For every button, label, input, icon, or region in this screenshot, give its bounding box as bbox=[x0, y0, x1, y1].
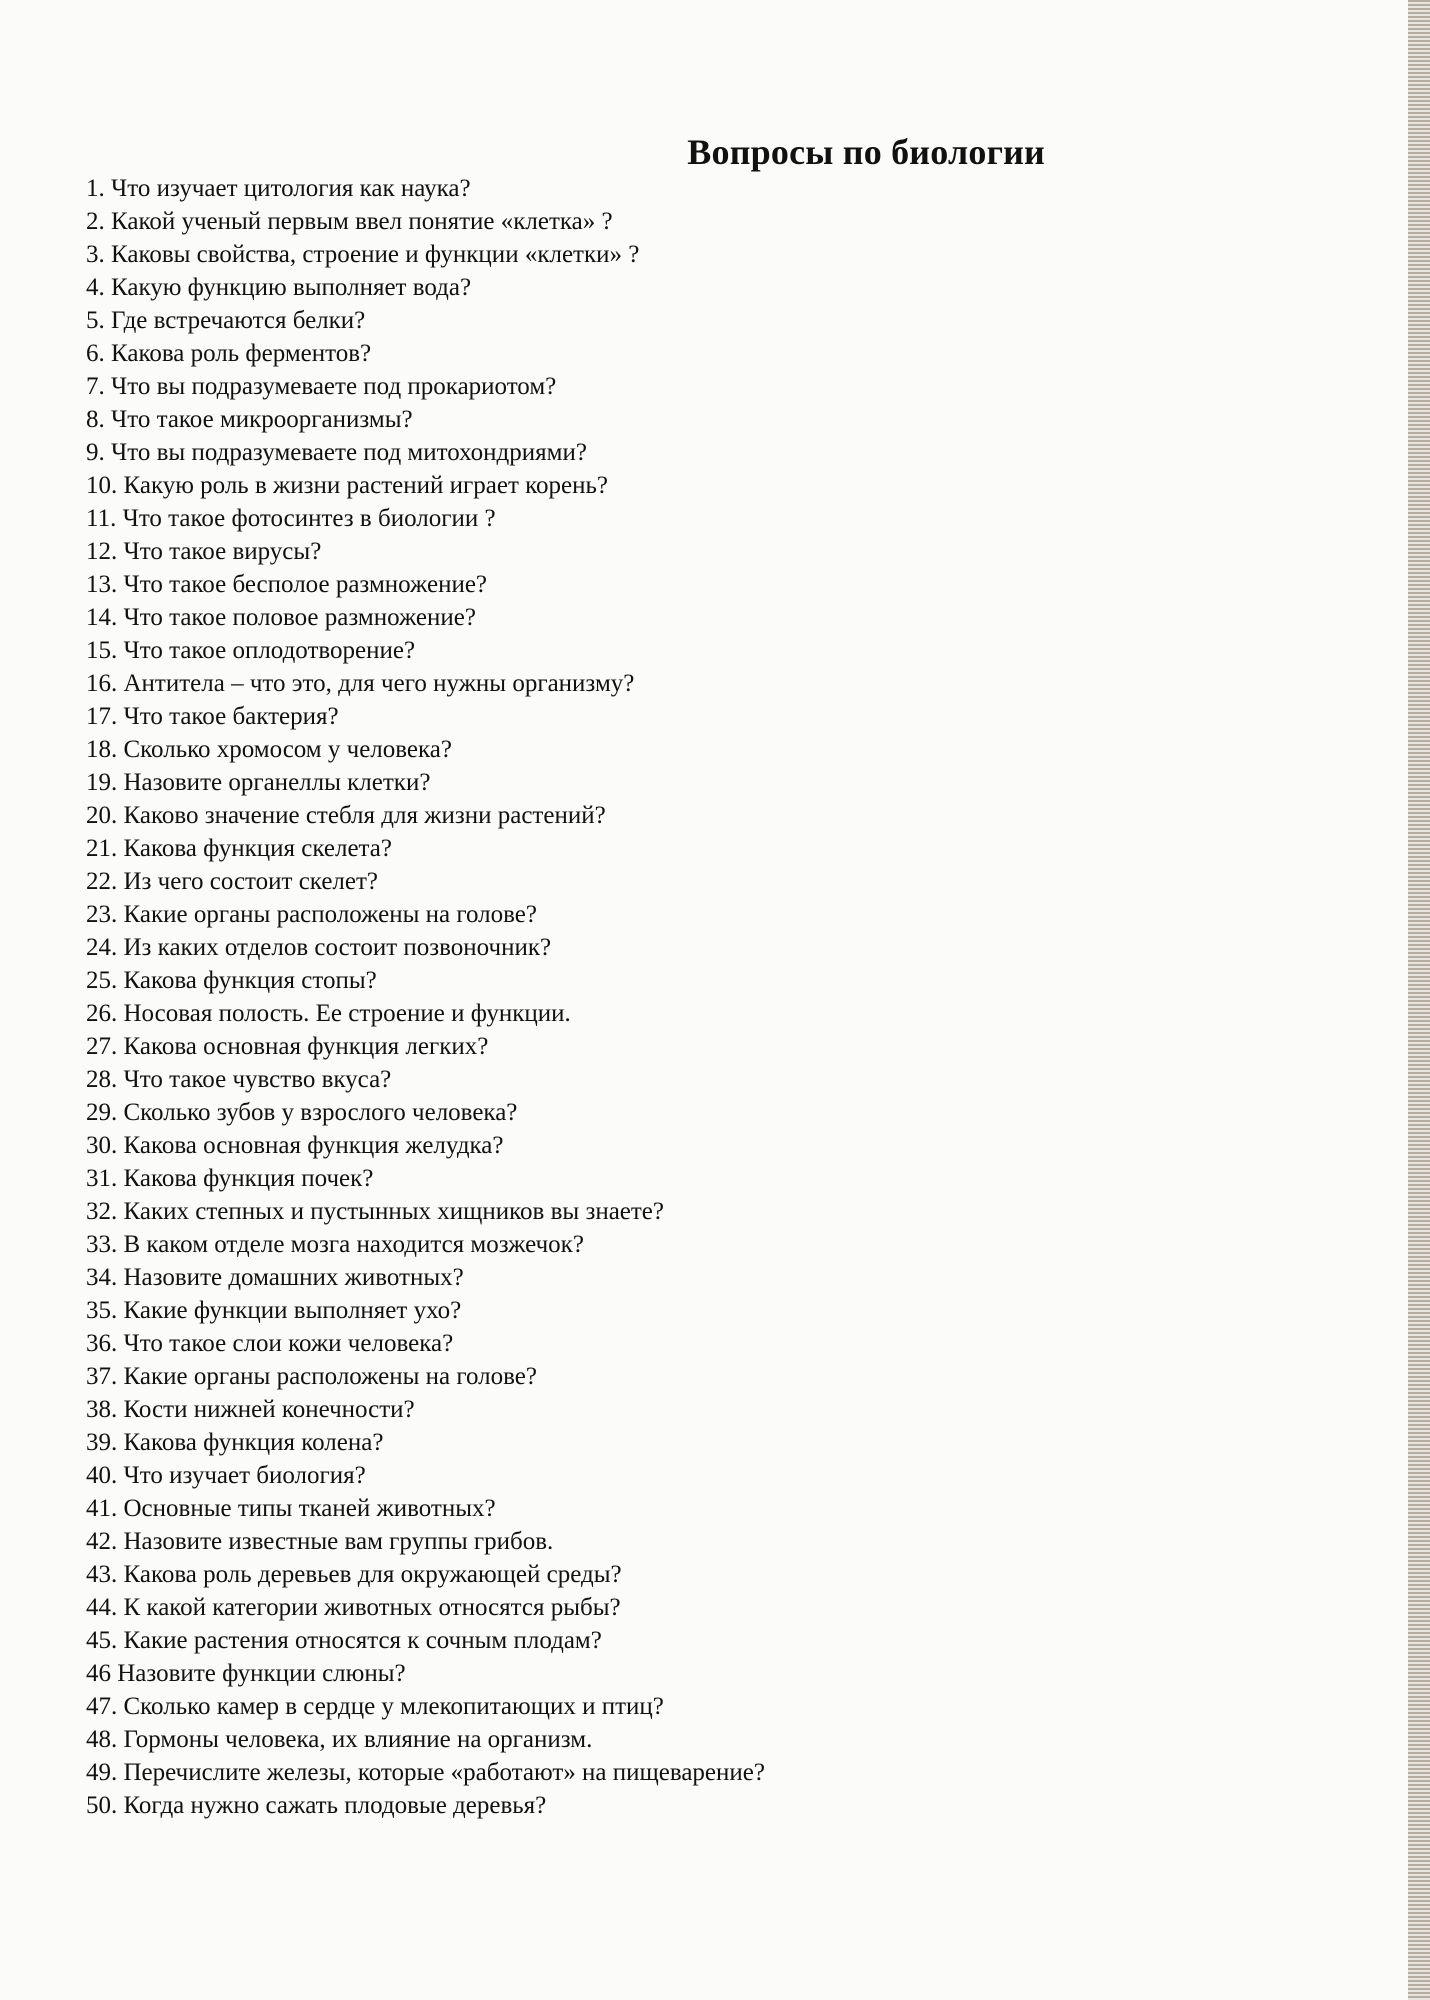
question-item: 31. Какова функция почек? bbox=[86, 1165, 374, 1192]
document-title: Вопросы по биологии bbox=[687, 132, 1045, 172]
question-item: 38. Кости нижней конечности? bbox=[86, 1396, 415, 1423]
question-item: 39. Какова функция колена? bbox=[86, 1429, 384, 1456]
question-item: 28. Что такое чувство вкуса? bbox=[86, 1066, 392, 1093]
question-item: 42. Назовите известные вам группы грибов. bbox=[86, 1528, 554, 1555]
question-item: 13. Что такое бесполое размножение? bbox=[86, 571, 488, 598]
question-item: 40. Что изучает биология? bbox=[86, 1462, 366, 1489]
question-item: 20. Каково значение стебля для жизни растений? bbox=[86, 802, 606, 829]
question-item: 29. Сколько зубов у взрослого человека? bbox=[86, 1099, 518, 1126]
question-item: 4. Какую функцию выполняет вода? bbox=[86, 274, 472, 301]
question-item: 33. В каком отделе мозга находится мозжечок? bbox=[86, 1231, 584, 1258]
question-item: 3. Каковы свойства, строение и функции «клетки» ? bbox=[86, 241, 640, 268]
question-item: 30. Какова основная функция желудка? bbox=[86, 1132, 504, 1159]
question-item: 18. Сколько хромосом у человека? bbox=[86, 736, 452, 763]
question-item: 34. Назовите домашних животных? bbox=[86, 1264, 464, 1291]
question-item: 35. Какие функции выполняет ухо? bbox=[86, 1297, 462, 1324]
question-item: 26. Носовая полость. Ее строение и функции. bbox=[86, 1000, 571, 1027]
question-item: 15. Что такое оплодотворение? bbox=[86, 637, 416, 664]
question-item: 9. Что вы подразумеваете под митохондриями? bbox=[86, 439, 587, 466]
question-item: 2. Какой ученый первым ввел понятие «клетка» ? bbox=[86, 208, 613, 235]
question-item: 23. Какие органы расположены на голове? bbox=[86, 901, 538, 928]
question-item: 17. Что такое бактерия? bbox=[86, 703, 339, 730]
question-list bbox=[86, 172, 765, 1822]
question-item: 25. Какова функция стопы? bbox=[86, 967, 377, 994]
question-item: 27. Какова основная функция легких? bbox=[86, 1033, 489, 1060]
question-item: 36. Что такое слои кожи человека? bbox=[86, 1330, 454, 1357]
question-item: 11. Что такое фотосинтез в биологии ? bbox=[86, 505, 496, 532]
question-item: 5. Где встречаются белки? bbox=[86, 307, 366, 334]
question-item: 8. Что такое микроорганизмы? bbox=[86, 406, 413, 433]
question-item: 49. Перечислите железы, которые «работают» на пищеварение? bbox=[86, 1759, 765, 1786]
question-item: 21. Какова функция скелета? bbox=[86, 835, 392, 862]
question-item: 19. Назовите органеллы клетки? bbox=[86, 769, 431, 796]
question-item: 44. К какой категории животных относятся рыбы? bbox=[86, 1594, 621, 1621]
page-edge-shadow bbox=[1408, 0, 1430, 2000]
question-item: 24. Из каких отделов состоит позвоночник? bbox=[86, 934, 552, 961]
question-item: 45. Какие растения относятся к сочным плодам? bbox=[86, 1627, 602, 1654]
question-item: 41. Основные типы тканей животных? bbox=[86, 1495, 496, 1522]
question-item: 22. Из чего состоит скелет? bbox=[86, 868, 379, 895]
question-item: 6. Какова роль ферментов? bbox=[86, 340, 372, 367]
question-item: 48. Гормоны человека, их влияние на организм. bbox=[86, 1726, 593, 1753]
question-item: 47. Сколько камер в сердце у млекопитающих и птиц? bbox=[86, 1693, 664, 1720]
question-item: 32. Каких степных и пустынных хищников вы знаете? bbox=[86, 1198, 665, 1225]
question-item: 10. Какую роль в жизни растений играет корень? bbox=[86, 472, 608, 499]
question-item: 43. Какова роль деревьев для окружающей среды? bbox=[86, 1561, 622, 1588]
question-item: 37. Какие органы расположены на голове? bbox=[86, 1363, 538, 1390]
question-item: 46 Назовите функции слюны? bbox=[86, 1660, 406, 1687]
question-item: 7. Что вы подразумеваете под прокариотом? bbox=[86, 373, 557, 400]
question-item: 12. Что такое вирусы? bbox=[86, 538, 322, 565]
question-item: 16. Антитела – что это, для чего нужны организму? bbox=[86, 670, 635, 697]
question-item: 1. Что изучает цитология как наука? bbox=[86, 175, 471, 202]
question-item: 14. Что такое половое размножение? bbox=[86, 604, 476, 631]
question-item: 50. Когда нужно сажать плодовые деревья? bbox=[86, 1792, 547, 1819]
